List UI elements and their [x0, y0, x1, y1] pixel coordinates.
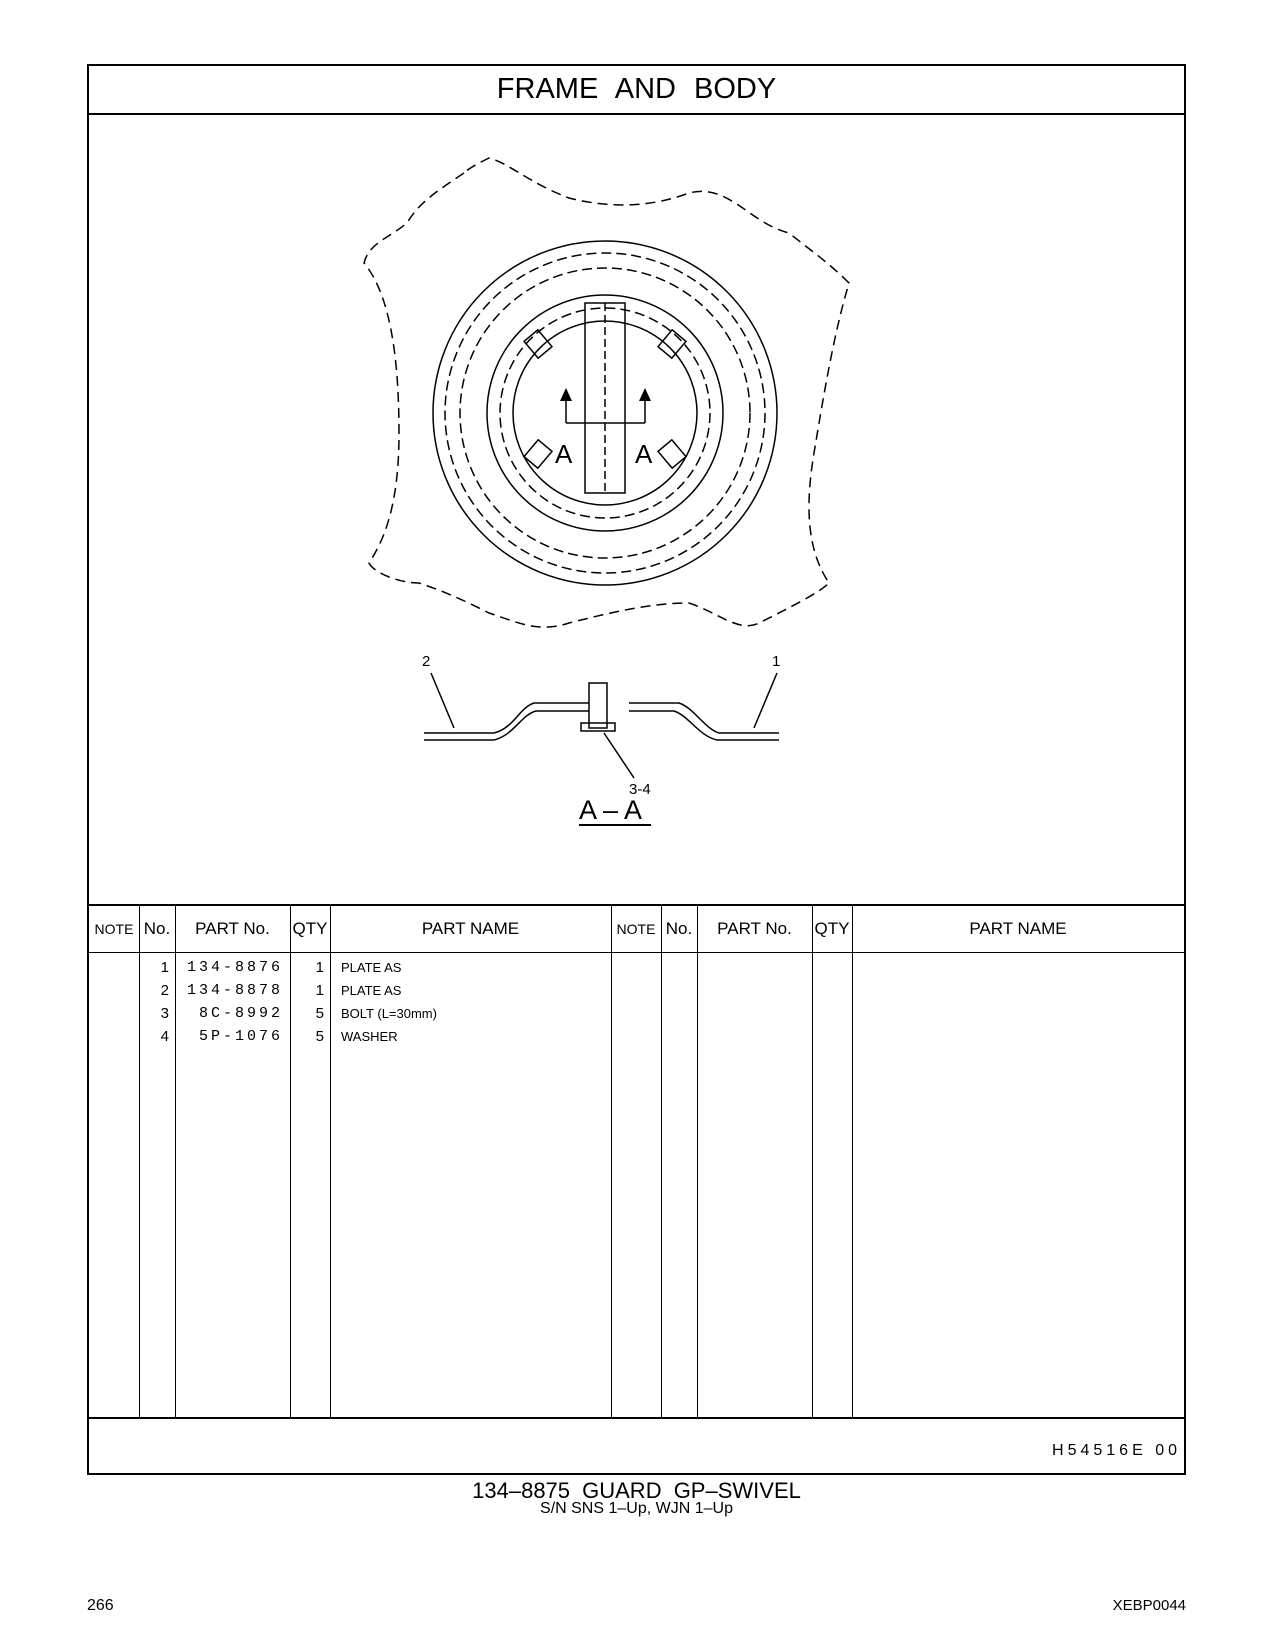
column-rule	[611, 906, 612, 1417]
parts-table	[89, 904, 1184, 1419]
item-no: 4	[160, 1028, 169, 1045]
exploded-drawing	[89, 113, 1184, 905]
part-number: 8C-8992	[198, 1005, 283, 1022]
part-name: WASHER	[341, 1029, 398, 1044]
header-qty-2: QTY	[814, 919, 850, 938]
section-bolt	[589, 683, 607, 728]
quantity: 1	[315, 982, 324, 999]
callout-leader-3-4	[604, 733, 634, 778]
part-number: 5P-1076	[198, 1028, 283, 1045]
table-row	[89, 979, 611, 1002]
section-plate-1	[629, 703, 779, 733]
corner-block	[524, 330, 552, 358]
header-part-name: PART NAME	[421, 919, 520, 938]
part-name: PLATE AS	[341, 983, 402, 998]
section-plate-1-lower	[629, 711, 779, 740]
quantity: 5	[315, 1028, 324, 1045]
page-title: FRAME AND BODY	[496, 73, 777, 105]
table-row	[89, 956, 611, 979]
document-code: XEBP0044	[1112, 1597, 1186, 1614]
quantity: 1	[315, 959, 324, 976]
callout-leader-1	[754, 673, 777, 728]
callout-1: 1	[772, 653, 781, 670]
header-no-2: No.	[665, 919, 693, 938]
item-no: 2	[160, 982, 169, 999]
header-part-no: PART No.	[195, 919, 270, 938]
column-rule	[812, 906, 813, 1417]
table-row	[89, 1002, 611, 1025]
part-name: BOLT (L=30mm)	[341, 1006, 437, 1021]
part-number: 134-8878	[186, 982, 283, 999]
column-rule	[852, 906, 853, 1417]
quantity: 5	[315, 1005, 324, 1022]
section-title: A – A	[579, 795, 643, 825]
callout-2: 2	[422, 653, 431, 670]
part-number: 134-8876	[186, 959, 283, 976]
header-note: NOTE	[94, 921, 134, 937]
header-part-name-2: PART NAME	[969, 919, 1067, 938]
section-plate-2	[424, 703, 589, 733]
table-row	[89, 1025, 611, 1048]
section-mark-right: A	[635, 439, 653, 469]
section-mark-left: A	[555, 439, 573, 469]
caption-serial: S/N SNS 1–Up, WJN 1–Up	[540, 1500, 733, 1517]
callout-3-4: 3-4	[629, 781, 651, 798]
header-qty: QTY	[292, 919, 328, 938]
header-part-no-2: PART No.	[717, 919, 792, 938]
item-no: 3	[160, 1005, 169, 1022]
header-no: No.	[143, 919, 171, 938]
section-washer	[581, 723, 615, 731]
page-title-bar	[89, 66, 1184, 115]
illustration-code: H54516E 00	[1052, 1442, 1181, 1459]
column-rule	[697, 906, 698, 1417]
section-arrowhead-left	[560, 388, 572, 401]
corner-block	[658, 330, 686, 358]
column-rule	[661, 906, 662, 1417]
header-note-2: NOTE	[616, 921, 656, 937]
part-name: PLATE AS	[341, 960, 402, 975]
caption-title: 134–8875 GUARD GP–SWIVEL	[472, 1478, 801, 1503]
item-no: 1	[160, 959, 169, 976]
page-number: 266	[87, 1597, 114, 1614]
header-rule	[89, 952, 1184, 953]
section-arrowhead-right	[639, 388, 651, 401]
callout-leader-2	[431, 673, 454, 728]
parts-page-frame	[87, 64, 1186, 1475]
